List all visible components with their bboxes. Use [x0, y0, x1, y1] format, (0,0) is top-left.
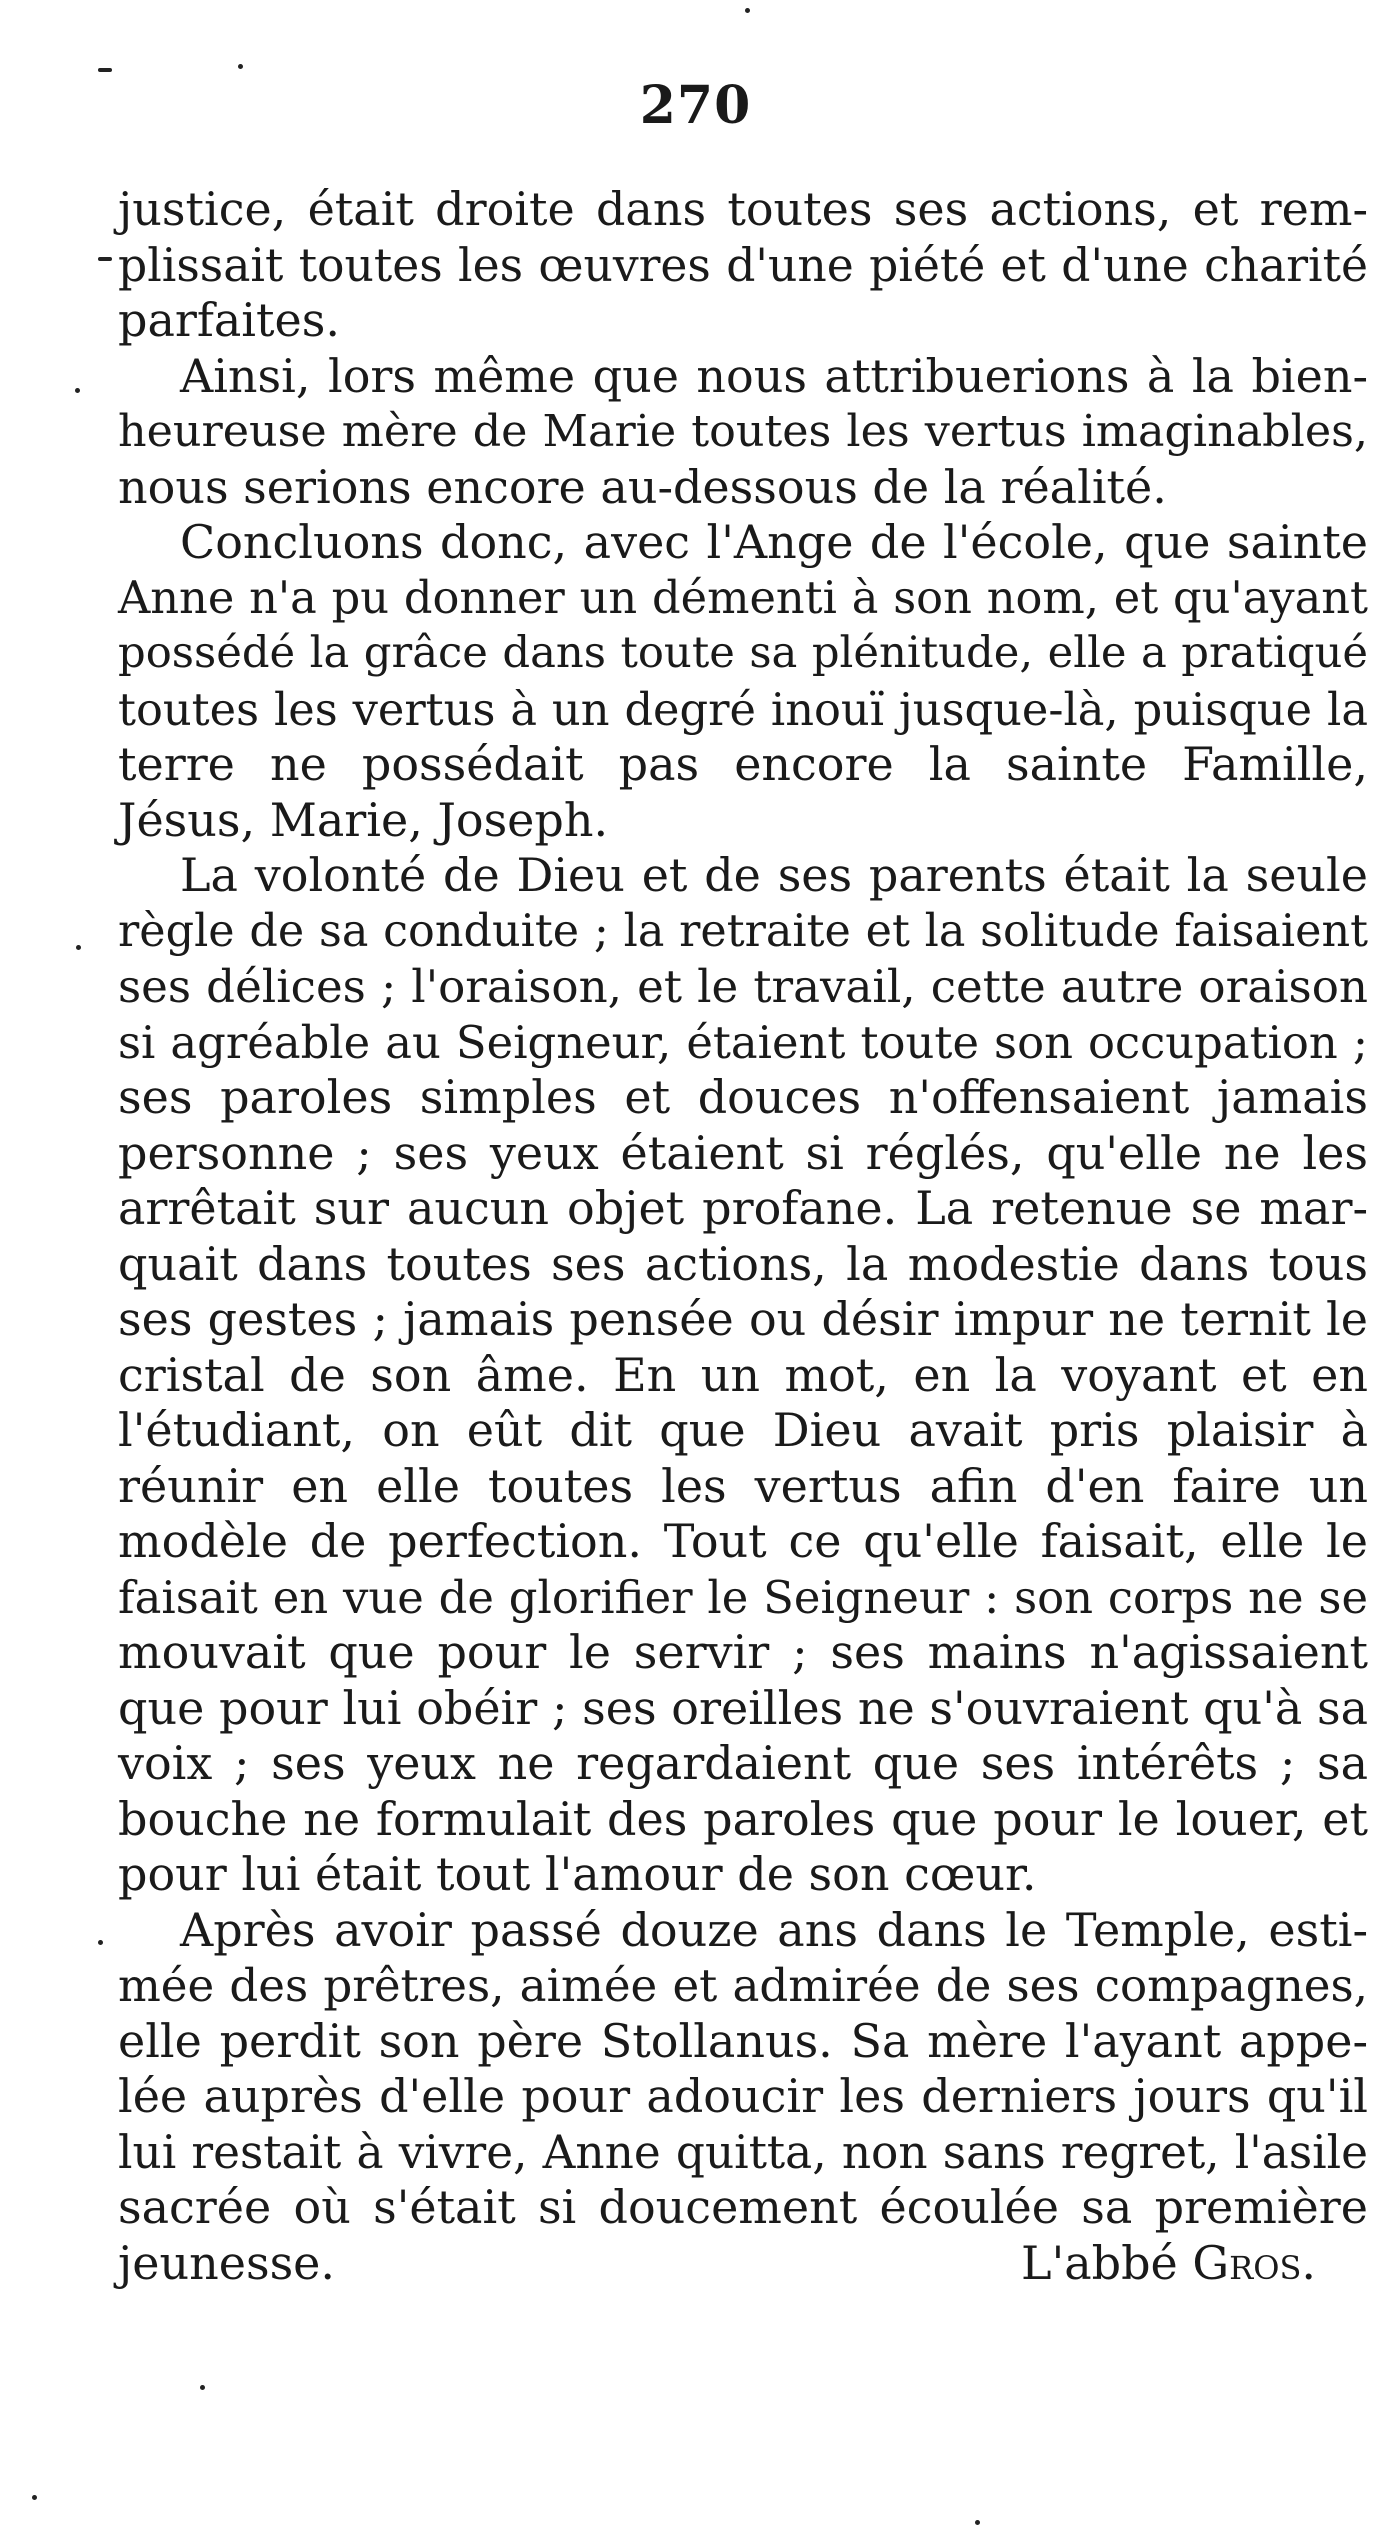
text-line: modèle de perfection. Tout ce qu'elle faisait, elle le: [118, 1514, 1368, 1568]
text-line: pour lui était tout l'amour de son cœur.: [118, 1847, 1037, 1901]
text-line: parfaites.: [118, 293, 340, 347]
scan-speck: [32, 2495, 37, 2500]
scan-speck: [98, 68, 112, 72]
text-line: mouvait que pour le servir ; ses mains n'agissaient: [118, 1625, 1368, 1679]
scan-speck: [238, 64, 243, 69]
author-signature: [1021, 2235, 1316, 2291]
text-line: Jésus, Marie, Joseph.: [118, 792, 609, 847]
text-line: que pour lui obéir ; ses oreilles ne s'ouvraient qu'à sa: [118, 1680, 1368, 1735]
scan-speck: [98, 257, 112, 261]
text-line: si agréable au Seigneur, étaient toute son occupation ;: [118, 1015, 1368, 1069]
text-line: quait dans toutes ses actions, la modestie dans tous: [118, 1236, 1368, 1291]
text-line: nous serions encore au-dessous de la réalité.: [118, 459, 1167, 514]
scan-speck: [75, 388, 80, 393]
text-line: heureuse mère de Marie toutes les vertus imaginables,: [118, 406, 1368, 457]
text-line: réunir en elle toutes les vertus afin d'en faire un: [118, 1458, 1368, 1513]
signature-prefix: L'abbé: [1021, 2236, 1193, 2290]
text-line: ses gestes ; jamais pensée ou désir impur ne ternit le: [118, 1292, 1368, 1346]
text-line: elle perdit son père Stollanus. Sa mère l'ayant appe-: [118, 2013, 1368, 2068]
text-line: Concluons donc, avec l'Ange de l'école, que sainte: [180, 515, 1368, 569]
text-line: sacrée où s'était si doucement écoulée sa première: [118, 2180, 1368, 2234]
scan-speck: [200, 2385, 205, 2390]
body-text: [118, 182, 1368, 2291]
text-line: bouche ne formulait des paroles que pour le louer, et: [118, 1791, 1368, 1846]
text-line: voix ; ses yeux ne regardaient que ses intérêts ; sa: [118, 1736, 1368, 1790]
text-line: l'étudiant, on eût dit que Dieu avait pris plaisir à: [118, 1403, 1368, 1457]
text-line: ses paroles simples et douces n'offensaient jamais: [118, 1070, 1368, 1124]
text-line: Anne n'a pu donner un démenti à son nom, et qu'ayant: [118, 571, 1368, 624]
scan-speck: [745, 8, 750, 13]
text-line: Après avoir passé douze ans dans le Temple, esti-: [180, 1902, 1368, 1957]
text-line: cristal de son âme. En un mot, en la voyant et en: [118, 1347, 1368, 1402]
text-line: Ainsi, lors même que nous attribuerions à la bien-: [180, 348, 1368, 403]
text-line: lui restait à vivre, Anne quitta, non sans regret, l'asile: [118, 2125, 1368, 2179]
text-line: jeunesse.: [118, 2235, 336, 2290]
text-line: ses délices ; l'oraison, et le travail, cette autre oraison: [118, 960, 1368, 1013]
text-line: mée des prêtres, aimée et admirée de ses compagnes,: [118, 1959, 1368, 2012]
text-line: arrêtait sur aucun objet profane. La retenue se mar-: [118, 1181, 1368, 1235]
text-line: faisait en vue de glorifier le Seigneur : son corps ne se: [118, 1570, 1368, 1624]
text-line: personne ; ses yeux étaient si réglés, qu'elle ne les: [118, 1125, 1368, 1180]
page-number: 270: [639, 75, 752, 136]
text-line: plissait toutes les œuvres d'une piété et d'une charité: [118, 238, 1368, 292]
text-line: justice, était droite dans toutes ses actions, et rem-: [118, 182, 1368, 236]
text-line: lée auprès d'elle pour adoucir les derniers jours qu'il: [118, 2069, 1368, 2123]
text-line: terre ne possédait pas encore la sainte Famille,: [118, 737, 1368, 791]
text-line: règle de sa conduite ; la retraite et la solitude faisaient: [118, 905, 1368, 957]
scan-speck: [76, 945, 81, 950]
text-line: possédé la grâce dans toute sa plénitude, elle a pratiqué: [118, 628, 1368, 678]
text-line: toutes les vertus à un degré inouï jusque-là, puisque la: [118, 682, 1368, 736]
text-line: La volonté de Dieu et de ses parents était la seule: [180, 848, 1368, 902]
scan-speck: [975, 2520, 980, 2525]
scan-speck: [98, 1940, 103, 1945]
signature-name: Gros.: [1192, 2236, 1316, 2290]
